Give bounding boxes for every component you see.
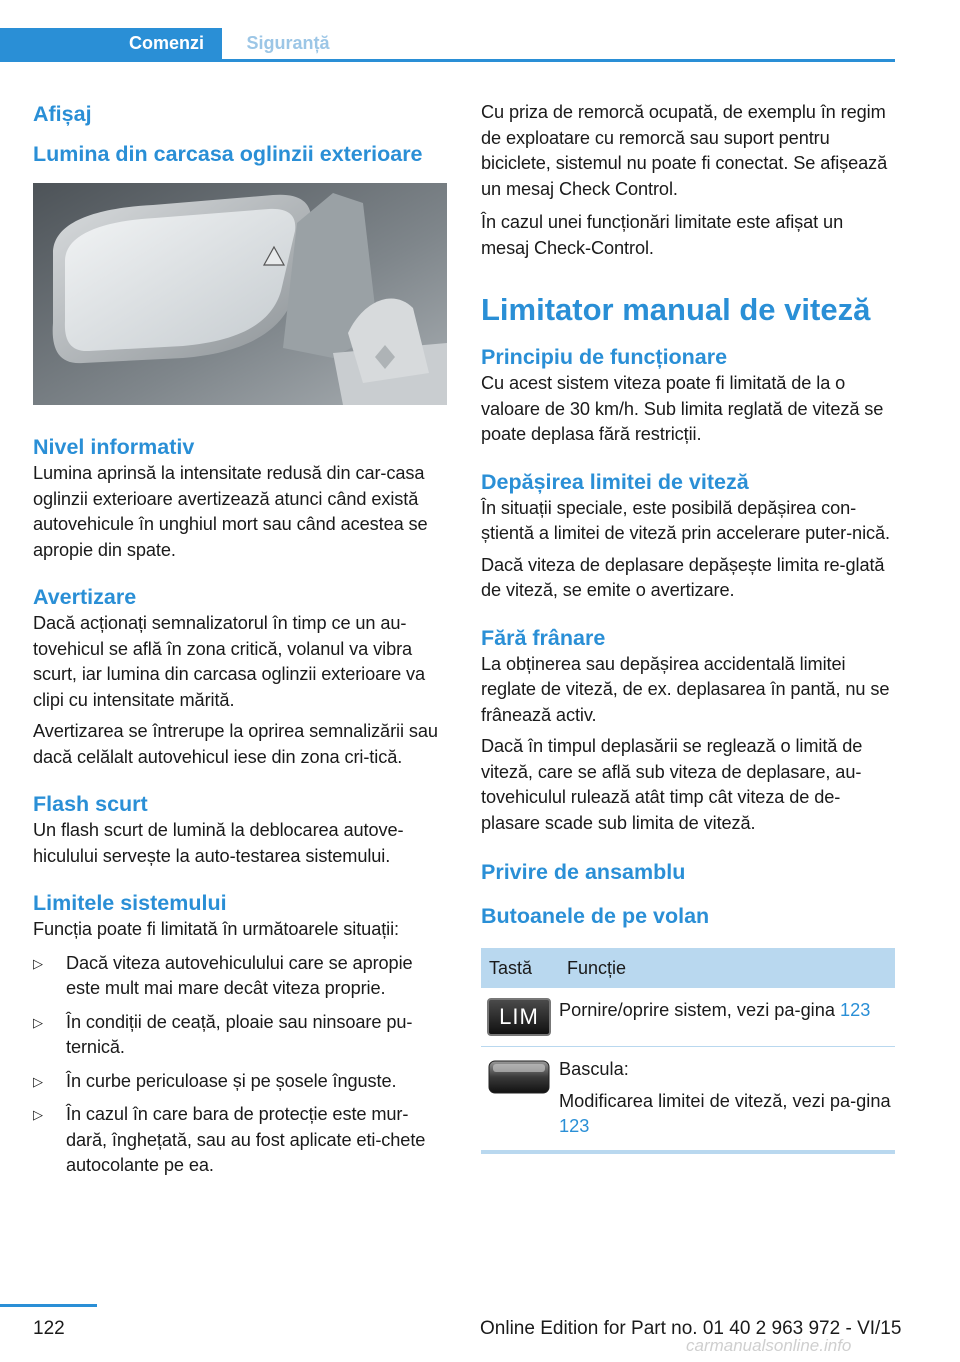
paragraph-nivel: Lumina aprinsă la intensitate redusă din car‐casa oglinzii exterioare avertizează atunci când există autovehicule în unghiul mort sau când acestea se apropie din spate. <box>33 463 428 560</box>
heading-lumina: Lumina din carcasa oglinzii exterioare <box>33 142 423 166</box>
heading-limitator: Limitator manual de viteză <box>481 292 871 327</box>
paragraph-principiu: Cu acest sistem viteza poate fi limitată de la o valoare de 30 km/h. Sub limita reglată de viteză se poate deplasa fără restricții. <box>481 373 884 444</box>
heading-flash: Flash scurt <box>33 792 148 816</box>
table-cell <box>481 1047 559 1152</box>
table-cell <box>481 988 559 1047</box>
rocker-switch-icon <box>487 1057 551 1097</box>
lim-button-icon: LIM <box>487 998 551 1036</box>
heading-nivel: Nivel informativ <box>33 435 195 459</box>
list-item: ▷ În cazul în care bara de protecție este mur‐dară, înghețată, sau au fost aplicate eti‐chete autocolante pe ea. <box>33 1104 426 1175</box>
heading-limitele: Limitele sistemului <box>33 891 227 915</box>
triangle-bullet-icon: ▷ <box>33 1107 43 1122</box>
heading-avertizare: Avertizare <box>33 585 137 609</box>
watermark: carmanualsonline.info <box>686 1336 852 1355</box>
heading-principiu: Principiu de funcționare <box>481 345 728 369</box>
steering-buttons-table <box>481 948 895 1154</box>
table-header-row <box>481 948 895 988</box>
table-cell-text: Modificarea limitei de viteză, vezi pa‐gina 123 <box>559 1090 891 1136</box>
paragraph-flash: Un flash scurt de lumină la deblocarea autove‐hiculului servește la auto-testarea sistemului. <box>33 820 404 866</box>
table-cell: Pornire/oprire sistem, vezi pa‐gina 123 <box>559 988 895 1047</box>
tab-comenzi[interactable]: Comenzi <box>0 28 222 59</box>
paragraph-functionari: În cazul unei funcționări limitate este afișat un mesaj Check-Control. <box>481 212 844 258</box>
list-item: ▷ Dacă viteza autovehiculului care se apropie este mult mai mare decât viteza proprie. <box>33 952 413 998</box>
section-tab-bar <box>0 28 895 62</box>
heading-privire: Privire de ansamblu <box>481 860 686 884</box>
table-cell: Bascula: Modificarea limitei de viteză, vezi pa‐gina 123 <box>559 1047 895 1152</box>
paragraph-frana-2: Dacă în timpul deplasării se reglează o limită de viteză, care se află sub viteza de deplasare, au‐tovehiculul rulează atât timp cât viteza de de‐plasare scade sub limita de viteză. <box>481 736 863 833</box>
paragraph-remorca: Cu priza de remorcă ocupată, de exemplu în regim de exploatare cu remorcă sau suport pentru biciclete, sistemul nu poate fi conectat. Se afișează un mesaj Check Control. <box>481 102 888 199</box>
left-column <box>33 100 448 1179</box>
heading-afisaj: Afișaj <box>33 102 92 126</box>
page-number: 122 <box>33 1318 65 1339</box>
list-item: ▷ În curbe periculoase și pe șosele înguste. <box>33 1069 448 1095</box>
paragraph-frana-1: La obținerea sau depășirea accidentală limitei reglate de viteză, de ex. deplasarea în pantă, nu se frânează activ. <box>481 653 890 725</box>
footer-rule <box>0 1304 97 1307</box>
paragraph-depasirea-1: În situații speciale, este posibilă depășirea con‐știentă a limitei de viteză prin accelerare puter‐nică. <box>481 497 890 543</box>
limitations-list <box>33 951 448 1179</box>
paragraph-avertizare-1: Dacă acționați semnalizatorul în timp ce un au‐tovehicul se află în zona critică, volanul va vibra scurt, iar lumina din carcasa oglinzii exterioare va clipi cu intensitate mărită. <box>33 613 426 710</box>
triangle-bullet-icon: ▷ <box>33 955 43 971</box>
list-item: ▷ În condiții de ceață, ploaie sau ninsoare pu‐ternică. <box>33 1011 413 1057</box>
paragraph-avertizare-2: Avertizarea se întrerupe la oprirea semnalizării sau dacă celălalt autovehicul iese din zona cri‐tică. <box>33 721 438 767</box>
table-row <box>481 1047 895 1152</box>
edition-footer: Online Edition for Part no. 01 40 2 963 972 - VI/15 <box>480 1318 902 1339</box>
triangle-bullet-icon: ▷ <box>33 1073 43 1089</box>
column-header-function: Funcție <box>559 948 895 988</box>
paragraph-limitele: Funcția poate fi limitată în următoarele situații: <box>33 919 399 939</box>
table-row <box>481 988 895 1047</box>
tab-siguranta[interactable]: Siguranță <box>246 33 330 53</box>
heading-depasirea: Depășirea limitei de viteză <box>481 469 749 494</box>
column-header-key: Tastă <box>481 948 559 988</box>
page-link[interactable]: 123 <box>840 1000 871 1020</box>
page-link[interactable]: 123 <box>559 1116 590 1136</box>
heading-butoanele: Butoanele de pe volan <box>481 904 710 928</box>
right-column <box>481 100 896 1154</box>
triangle-bullet-icon: ▷ <box>33 1014 43 1030</box>
mirror-illustration <box>33 183 447 405</box>
heading-frana: Fără frânare <box>481 625 606 650</box>
paragraph-depasirea-2: Dacă viteza de deplasare depășește limita re‐glată de viteză, se emite o avertizare. <box>481 554 885 600</box>
